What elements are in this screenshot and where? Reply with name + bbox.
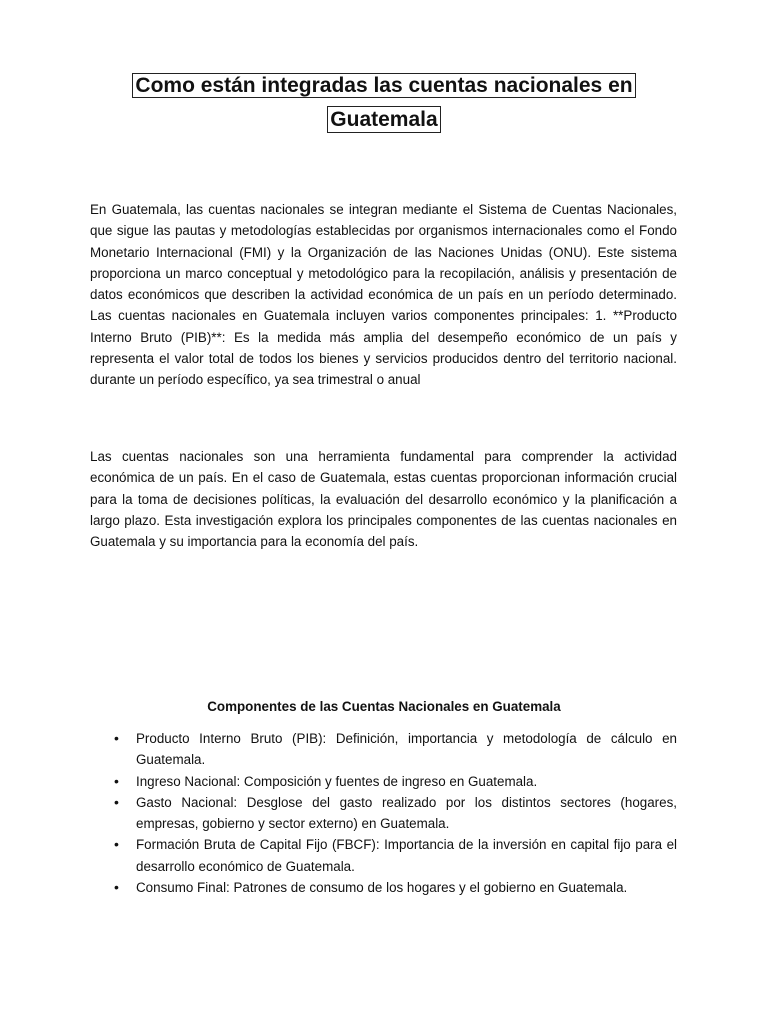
section-heading: Componentes de las Cuentas Nacionales en Guatemala [207,699,561,714]
bullet-icon: • [114,836,119,853]
bullet-icon: • [114,879,119,896]
list-item [90,771,677,792]
title-line-1: Como están integradas las cuentas nacionales en [132,73,635,98]
list-item-text: Ingreso Nacional: Composición y fuentes de ingreso en Guatemala. [136,773,538,789]
list-item [90,728,677,771]
title-line-2: Guatemala [327,106,440,133]
list-item-text: Consumo Final: Patrones de consumo de los hogares y el gobierno en Guatemala. [136,880,628,896]
paragraph-intro: En Guatemala, las cuentas nacionales se integran mediante el Sistema de Cuentas Nacionales, que sigue las pautas y metodologías establecidas por organismos internacionales como el Fondo Monetario Internacional (FMI) y la Organización de las Naciones Unidas (ONU). Este sistema proporciona un marco conceptual y metodológico para la recopilación, análisis y presentación de datos económicos que describen la actividad económica de un país en un período determinado. Las cuentas nacionales en Guatemala incluyen varios componentes principales: 1. **Producto Interno Bruto (PIB)**: Es la medida más amplia del desempeño económico de un país y representa el valor total de todos los bienes y servicios producidos dentro del territorio nacional. durante un período específico, ya sea trimestral o anual [90,202,677,388]
document-title [0,70,768,135]
list-item [90,834,677,877]
list-item [90,792,677,835]
list-item-text: Formación Bruta de Capital Fijo (FBCF): Importancia de la inversión en capital fijo para el desarrollo económico de Guatemala. [136,837,677,874]
components-list [90,728,677,898]
paragraph-importance: Las cuentas nacionales son una herramienta fundamental para comprender la actividad económica de un país. En el caso de Guatemala, estas cuentas proporcionan información crucial para la toma de decisiones políticas, la evaluación del desarrollo económico y la planificación a largo plazo. Esta investigación explora los principales componentes de las cuentas nacionales en Guatemala y su importancia para la economía del país. [90,449,677,550]
list-item [90,877,677,898]
list-item-text: Producto Interno Bruto (PIB): Definición, importancia y metodología de cálculo en Guatemala. [136,731,677,768]
list-item-text: Gasto Nacional: Desglose del gasto realizado por los distintos sectores (hogares, empresas, gobierno y sector externo) en Guatemala. [136,794,677,832]
bullet-icon: • [114,772,119,789]
bullet-icon: • [114,730,119,746]
bullet-icon: • [114,793,119,810]
